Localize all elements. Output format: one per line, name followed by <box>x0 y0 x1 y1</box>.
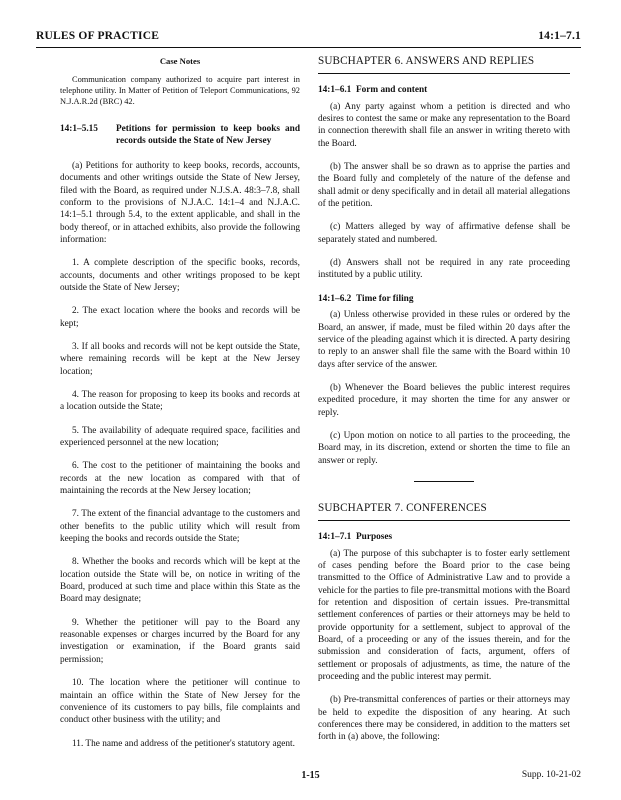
header-title: RULES OF PRACTICE <box>36 30 160 42</box>
list-item: 5. The availability of adequate required space, facilities and experienced personnel at the new location; <box>60 425 300 448</box>
section-number: 14:1–7.1 <box>318 532 352 543</box>
section-heading-7-1 <box>318 531 570 543</box>
header-rule <box>36 47 581 48</box>
section-title: Time for filing <box>355 293 414 304</box>
subchapter-6-heading: SUBCHAPTER 6. ANSWERS AND REPLIES <box>318 55 570 74</box>
section-number: 14:1–6.2 <box>318 293 352 304</box>
section-heading-6-1 <box>318 84 570 96</box>
left-column <box>60 55 300 761</box>
paragraph: (b) Pre-transmittal conferences of parties or their attorneys may be held to expedite the disposition of any hearing. At such conferences there may be considered, in addition to the matters set forth in (a) above, the following: <box>318 695 570 743</box>
supplement-date: Supp. 10-21-02 <box>521 770 581 780</box>
list-item: 2. The exact location where the books and records will be kept; <box>60 306 300 329</box>
list-item: 3. If all books and records will not be kept outside the State, where remaining records will be kept at the New Jersey location; <box>60 341 300 377</box>
paragraph: (c) Upon motion on notice to all parties to the proceeding, the Board may, in its discretion, extend or shorten the time to file an answer or reply. <box>318 430 570 466</box>
case-notes-title: Case Notes <box>159 56 201 66</box>
list-item: 1. A complete description of the specific books, records, accounts, documents and other writings proposed to be kept outside the State of New Jersey; <box>60 258 300 293</box>
section-title: Purposes <box>355 532 393 543</box>
running-header <box>36 30 581 46</box>
section-number: 14:1–6.1 <box>318 85 352 96</box>
list-item: 9. Whether the petitioner will pay to the Board any reasonable expenses or charges incurred by the Board for any investigation or examination, if the Board grants said permission; <box>60 617 300 665</box>
right-column <box>318 55 570 755</box>
case-notes-text: Communication company authorized to acquire part interest in telephone utility. In Matter of Petition of Teleport Communications, 92 N.J.A.R.2d (BRC) 42. <box>60 75 300 106</box>
list-item: 11. The name and address of the petitioner's statutory agent. <box>72 738 295 749</box>
paragraph: (a) The purpose of this subchapter is to foster early settlement of cases pending before the Board prior to the case being transmitted to the Office of Administrative Law and to provide a vehicle for the parties to file pre-transmittal motions with the Board for retention and disposition of certain issues. Pre-transmittal settlement conferences of parties or their attorneys may be held to provide opportunity for a settlement, subject to approval of the Board, of a proceeding or any of the issues therein, and for the submission and consideration of facts, argument, offers of settlement or proposals of adjustments, as time, the nature of the proceeding and the public interest may permit. <box>318 548 570 683</box>
paragraph: (a) Unless otherwise provided in these rules or ordered by the Board, an answer, if made, must be filed within 20 days after the service of the pleading against which it is directed. A party desiring to reply to an answer shall file the same with the Board within 10 days after service of the answer. <box>318 310 570 370</box>
section-heading-5-15 <box>60 123 300 148</box>
paragraph: (c) Matters alleged by way of affirmative defense shall be separately stated and numbered. <box>318 222 570 245</box>
list-item: 8. Whether the books and records which will be kept at the location outside the State will be, on notice in writing of the Board, produced at such time and place within this State as the Board may designate; <box>60 557 300 605</box>
paragraph: (b) Whenever the Board believes the public interest requires expedited procedure, it may shorten the time for any answer or reply. <box>318 382 570 418</box>
section-divider <box>414 481 474 482</box>
list-item: 4. The reason for proposing to keep its books and records at a location outside the State; <box>60 389 300 413</box>
paragraph-a: (a) Petitions for authority to keep books, records, accounts, documents and other writings outside the State of New Jersey, filed with the Board, as required under N.J.S.A. 48:3–7.8, shall conform to the provisions of N.J.A.C. 14:1–4 and N.J.A.C. 14:1–5.1 through 5.4, to the extent applicable, and shall in the body thereof, or in attached exhibits, also provide the following information: <box>60 160 300 245</box>
page-number: 1-15 <box>301 770 320 781</box>
section-title: Form and content <box>355 85 428 96</box>
paragraph: (a) Any party against whom a petition is directed and who desires to contest the same or make any representation to the Board in connection therewith shall file an answer in writing thereto with the Board. <box>318 101 570 149</box>
section-number: 14:1–5.15 <box>60 124 98 135</box>
header-section-range: 14:1–7.1 <box>538 30 581 42</box>
section-title: Petitions for permission to keep books and records outside the State of New Jersey <box>116 124 300 147</box>
section-heading-6-2 <box>318 293 570 305</box>
list-item: 10. The location where the petitioner will continue to maintain an office within the State of New Jersey for the convenience of its customers to pay bills, file complaints and conduct other business with the utility; and <box>60 678 300 726</box>
list-item: 6. The cost to the petitioner of maintaining the books and records at the new location as compared with that of maintaining the records at the New Jersey location; <box>60 461 300 497</box>
list-item: 7. The extent of the financial advantage to the customers and other benefits to the public utility which will result from keeping the books and records outside the State; <box>60 509 300 545</box>
subchapter-7-heading: SUBCHAPTER 7. CONFERENCES <box>318 502 570 521</box>
paragraph: (d) Answers shall not be required in any rate proceeding instituted by a public utility. <box>318 258 570 281</box>
paragraph: (b) The answer shall be so drawn as to apprise the parties and the Board fully and completely of the nature of the defense and shall admit or deny specifically and in detail all material allegations of the petition. <box>318 162 570 210</box>
